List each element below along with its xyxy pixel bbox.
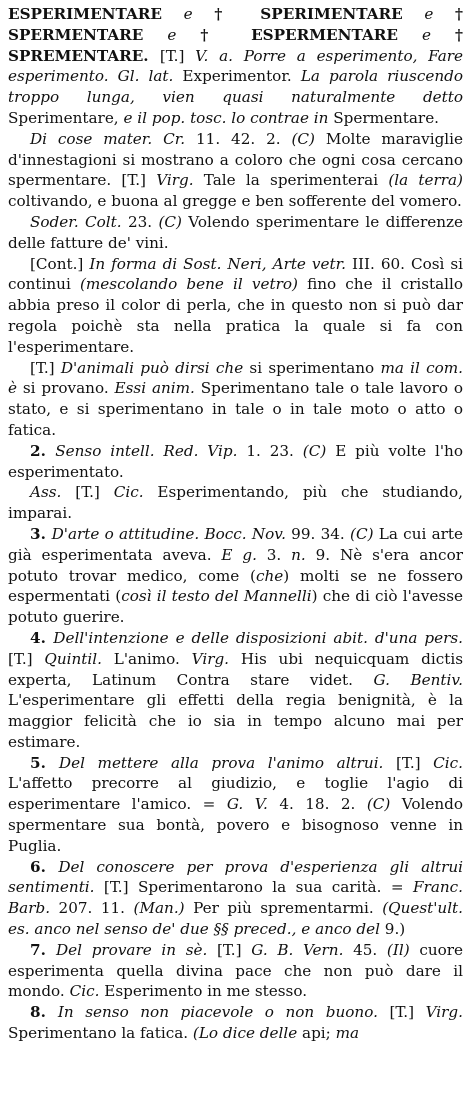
text-run: (C) [350,524,374,543]
text-run: Cic. [433,753,463,772]
text-run: e [167,25,177,44]
text-run: Virg. [425,1003,463,1022]
text-run: fino che il cristallo abbia preso il color di perla, che in questo non si può dar regola poichè sta nella pratica la quale si fa con l'esperimentare. [8,275,464,356]
text-run: si sperimentano [243,358,381,377]
text-run: si provano. [17,379,115,398]
text-run: Di cose mater. Cr. [30,129,186,148]
text-run: Esperimento in me stesso. [99,982,308,1001]
text-run: La cui arte già esperimentata aveva. [8,524,463,564]
text-run: e [424,5,434,23]
entry-paragraph [8,940,463,1002]
text-run: 99. 34. [285,524,351,543]
text-run: (Quest'ult. es. anco nel senso de' due §§ preced., e anco del [8,899,463,939]
text-run: Experimentor. [173,67,301,86]
text-run: 7. [30,940,56,959]
text-run: e il pop. tosc. lo contrae in [123,108,329,127]
text-run: Soder. Colt. [30,212,122,231]
text-run: La parola riuscendo troppo lunga, vien quasi naturalmente detto [8,67,463,107]
text-run: His ubi nequicquam dictis experta, Latinum Contra stare videt. [8,649,463,689]
text-run: 9. Nè s'era ancor potuto trovar medico, come ( [8,545,463,585]
text-run: 8. [30,1003,58,1022]
text-run: Tale la sperimenterai [193,171,389,190]
text-run: [T.] [377,1003,426,1022]
text-run: III. 60. Così si continui [8,254,464,294]
text-run: Dell'intenzione e delle disposizioni abit. d'una pers. [53,628,463,647]
text-run: † SPREMENTARE. [8,25,463,65]
text-run: Del conoscere per prova d'esperienza gli altrui sentimenti. [8,857,463,897]
text-run: [T.] [383,753,434,772]
text-run: [T.] [61,483,114,502]
text-run: † SPERIMENTARE [192,5,425,23]
text-run: Senso intell. Red. Vip. [55,441,238,460]
text-run: V. a. Porre a esperimento, Fare esperimento. Gl. lat. [8,46,463,86]
text-run: [T.] [8,649,45,668]
entry-paragraph [8,482,463,524]
text-run: n. [291,545,306,564]
text-run: [T.] [30,358,61,377]
entry-paragraph [8,441,463,483]
text-run: 4. 18. 2. [267,795,367,814]
text-run: e [183,5,193,23]
text-run: coltivando, e buona al gregge e ben sofferente del vomero. [8,192,462,211]
text-run: 9.) [379,920,406,939]
text-run: Esperimentando, più che studiando, imparai. [8,483,464,523]
entry-heading-paragraph [8,4,463,129]
text-run: 45. [343,940,387,959]
text-run: In forma di Sost. Neri, Arte vetr. [89,254,347,273]
text-run: Virg. [156,171,194,190]
text-run: Sperimentare, [8,108,124,127]
text-run: ) molti se ne fossero espermentati ( [8,566,463,606]
text-run: G. B. Vern. [251,940,344,959]
entry-paragraph [8,212,463,254]
text-run: ma il com. è [8,358,463,398]
text-run: † SPERMENTARE [8,5,463,44]
text-run: 6. [30,857,59,876]
text-run: Sperimentano tale o tale lavoro o stato, e si sperimentano in tale o in tale moto o atto o fatica. [8,379,463,439]
text-run: Del provare in sè. [56,940,208,959]
entry-paragraph [8,628,463,753]
text-run: (Il) [386,940,410,959]
text-run: Franc. Barb. [8,878,463,918]
text-run: 207. 11. [50,899,134,918]
text-run: D'animali può dirsi che [60,358,244,377]
text-run: In senso non piacevole o non buono. [57,1003,378,1022]
text-run: api; [297,1024,336,1043]
text-run: 2. [30,441,56,460]
entry-paragraph [8,524,463,628]
text-run: ESPERIMENTARE [8,5,184,23]
text-run: Cic. [113,483,144,502]
text-run: Spermentare. [328,108,440,127]
text-run: Sperimentano la fatica. [8,1024,193,1043]
text-run: (la terra) [388,171,463,190]
text-run: 5. [30,753,59,772]
text-run: Volendo sperimentare le differenze delle fatture de' vini. [8,212,463,252]
text-run: ma [335,1024,360,1043]
text-run: cuore esperimenta quella divina pace che non può dare il mondo. [8,940,463,1001]
text-run: L'animo. [101,649,192,668]
text-run: che [255,566,284,585]
text-run: così il testo del Mannelli [121,587,312,606]
entry-paragraph [8,753,463,857]
text-run: [T.] Sperimentarono la sua carità. = [94,878,414,897]
text-run: 1. 23. [237,441,303,460]
text-run: (C) [291,129,315,148]
text-run: D'arte o attitudine. Bocc. Nov. [51,524,286,543]
text-run: Del mettere alla prova l'animo altrui. [58,753,384,772]
text-run: G. V. [226,795,268,814]
entry-paragraph [8,254,463,358]
text-run: Ass. [30,483,62,502]
text-run: Cic. [69,982,100,1001]
dictionary-entry [8,4,463,1044]
text-run: Molte maraviglie d'innestagioni si mostrano a coloro che ogni cosa cercano spermentare. [T.] [8,129,463,190]
text-run: L'affetto precorre al giudizio, e toglie l'agio di esperimentare l'amico. = [8,774,463,814]
text-run: † ESPERMENTARE [176,25,423,44]
text-run: L'esperimentare gli effetti della regia benignità, è la maggior felicità che io sia in tempo alcuno mai per estimare. [8,691,463,751]
text-run: e [422,25,432,44]
text-run: Virg. [191,649,230,668]
text-run: (Lo dice delle [192,1024,298,1043]
text-run: [T.] [207,940,252,959]
text-run: Quintil. [44,649,102,668]
text-run: 3. [256,545,292,564]
entry-paragraph [8,358,463,441]
text-run: [Cont.] [30,254,90,273]
text-run: 23. [121,212,159,231]
entry-paragraph [8,857,463,940]
text-run: 11. 42. 2. [185,129,292,148]
text-run: (C) [366,795,391,814]
text-run: Volendo spermentare sua bontà, povero e bisognoso venne in Puglia. [8,795,463,855]
text-run: [T.] [159,46,196,65]
text-run: G. Bentiv. [373,670,463,689]
text-run: (Man.) [133,899,185,918]
text-run: E più volte l'ho esperimentato. [8,441,463,481]
text-run: 3. [30,524,52,543]
text-run: Essi anim. [114,379,195,398]
text-run: (C) [158,212,182,231]
entry-paragraph [8,129,463,212]
text-run: ) che di ciò l'avesse potuto guerire. [8,587,463,627]
entry-paragraph [8,1002,463,1044]
text-run: 4. [30,628,54,647]
text-run: (mescolando bene il vetro) [79,275,298,294]
text-run: E g. [221,545,257,564]
text-run: (C) [302,441,327,460]
text-run: Per più sprementarmi. [184,899,383,918]
